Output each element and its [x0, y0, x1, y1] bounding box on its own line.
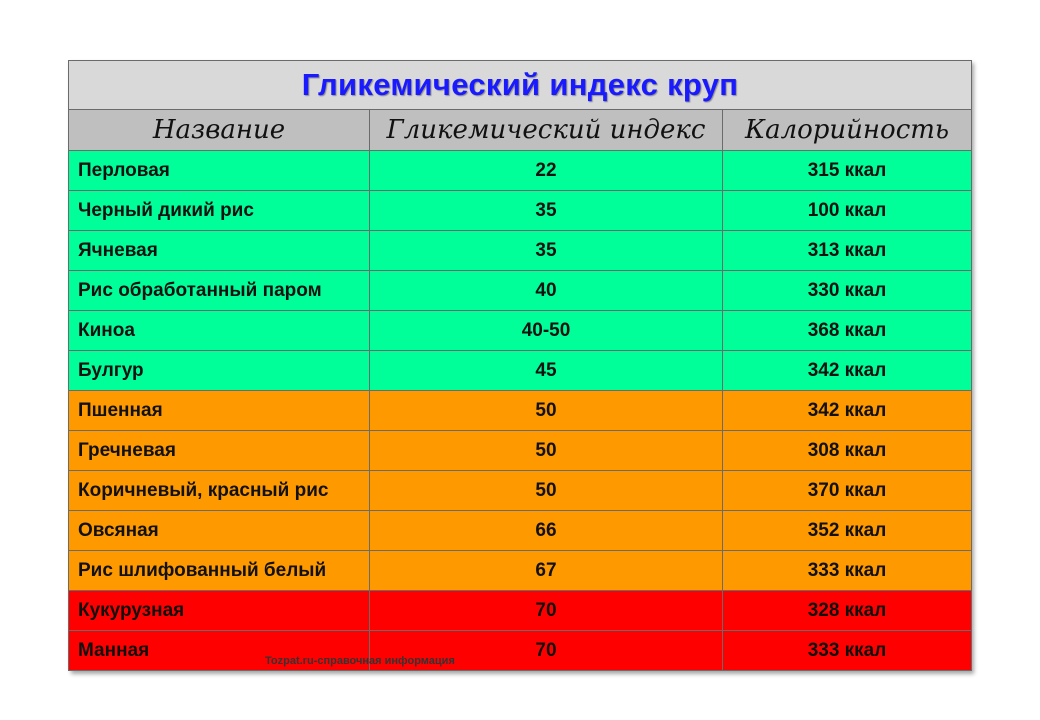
table-title: Гликемический индекс круп	[69, 61, 972, 110]
calories-cell: 330 ккал	[723, 271, 972, 311]
grain-name-cell: Ячневая	[69, 231, 370, 271]
glycemic-table-container	[68, 60, 971, 671]
grain-name-cell: Манная	[69, 631, 370, 671]
table-row	[69, 391, 972, 431]
calories-cell: 308 ккал	[723, 431, 972, 471]
grain-name-cell: Рис обработанный паром	[69, 271, 370, 311]
grain-name-cell: Гречневая	[69, 431, 370, 471]
table-row	[69, 351, 972, 391]
calories-cell: 315 ккал	[723, 151, 972, 191]
header-name: Название	[69, 110, 370, 151]
glycemic-index-cell: 70	[370, 591, 723, 631]
watermark: Tozpat.ru-справочная информация	[265, 655, 455, 667]
calories-cell: 342 ккал	[723, 351, 972, 391]
glycemic-index-cell: 66	[370, 511, 723, 551]
grain-name-cell: Кукурузная	[69, 591, 370, 631]
calories-cell: 368 ккал	[723, 311, 972, 351]
glycemic-index-table	[68, 60, 972, 671]
calories-cell: 333 ккал	[723, 551, 972, 591]
table-row	[69, 311, 972, 351]
calories-cell: 370 ккал	[723, 471, 972, 511]
calories-cell: 328 ккал	[723, 591, 972, 631]
table-row	[69, 231, 972, 271]
calories-cell: 342 ккал	[723, 391, 972, 431]
glycemic-index-cell: 22	[370, 151, 723, 191]
glycemic-index-cell: 50	[370, 471, 723, 511]
calories-cell: 100 ккал	[723, 191, 972, 231]
glycemic-index-cell: 40	[370, 271, 723, 311]
header-calories: Калорийность	[723, 110, 972, 151]
calories-cell: 352 ккал	[723, 511, 972, 551]
glycemic-index-cell: 35	[370, 231, 723, 271]
grain-name-cell: Булгур	[69, 351, 370, 391]
glycemic-index-cell: 67	[370, 551, 723, 591]
grain-name-cell: Киноа	[69, 311, 370, 351]
header-row	[69, 110, 972, 151]
grain-name-cell: Коричневый, красный рис	[69, 471, 370, 511]
table-row	[69, 471, 972, 511]
grain-name-cell: Овсяная	[69, 511, 370, 551]
grain-name-cell: Пшенная	[69, 391, 370, 431]
glycemic-index-cell: 45	[370, 351, 723, 391]
table-row	[69, 151, 972, 191]
table-body	[69, 151, 972, 671]
calories-cell: 333 ккал	[723, 631, 972, 671]
glycemic-index-cell: 50	[370, 391, 723, 431]
header-glycemic-index: Гликемический индекс	[370, 110, 723, 151]
table-row	[69, 431, 972, 471]
glycemic-index-cell: 50	[370, 431, 723, 471]
table-row	[69, 191, 972, 231]
glycemic-index-cell: 70	[370, 631, 723, 671]
table-row	[69, 551, 972, 591]
calories-cell: 313 ккал	[723, 231, 972, 271]
table-row	[69, 631, 972, 671]
grain-name-cell: Перловая	[69, 151, 370, 191]
glycemic-index-cell: 40-50	[370, 311, 723, 351]
grain-name-cell: Черный дикий рис	[69, 191, 370, 231]
table-row	[69, 591, 972, 631]
glycemic-index-cell: 35	[370, 191, 723, 231]
table-row	[69, 511, 972, 551]
table-row	[69, 271, 972, 311]
grain-name-cell: Рис шлифованный белый	[69, 551, 370, 591]
